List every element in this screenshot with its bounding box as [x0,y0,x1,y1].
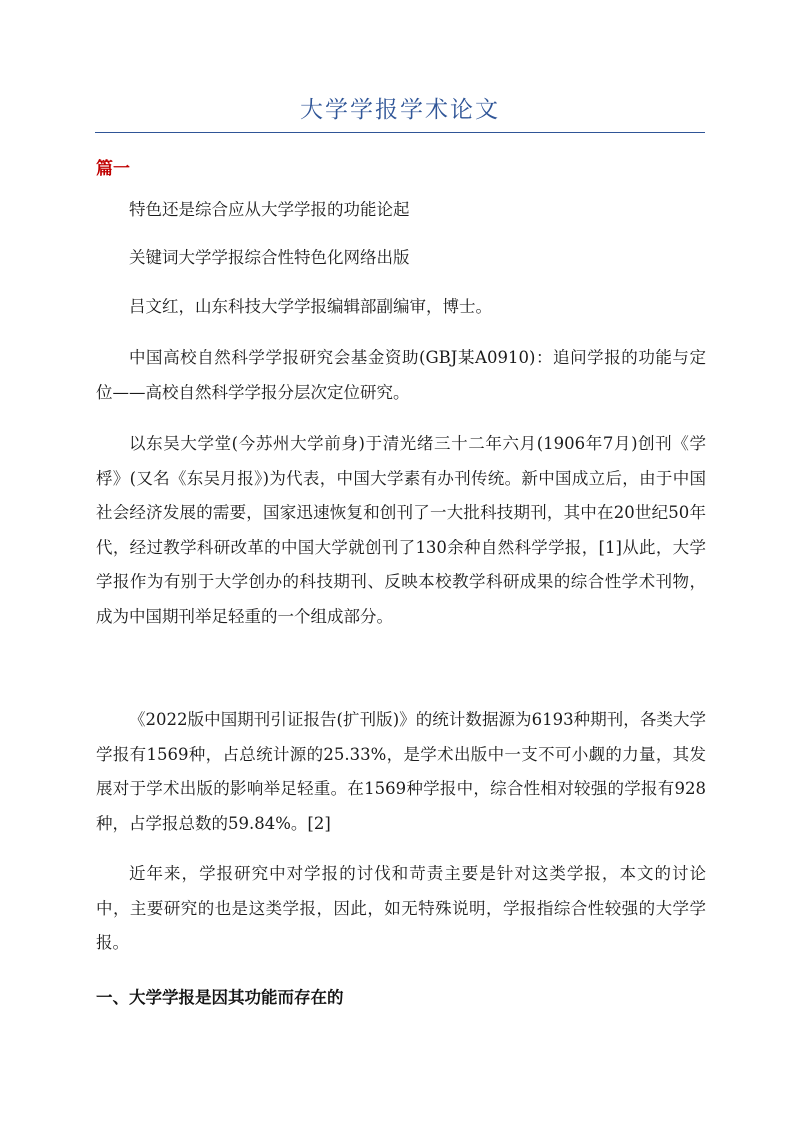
paragraph-funding: 中国高校自然科学学报研究会基金资助(GBJ某A0910)：追问学报的功能与定位——高校自然科学学报分层次定位研究。 [96,348,706,402]
paragraph-author: 吕文红，山东科技大学学报编辑部副编审，博士。 [129,297,492,316]
section-heading: 篇一 [96,159,130,179]
document-title: 大学学报学术论文 [300,97,500,123]
title-divider [95,132,705,133]
paragraph-scope: 近年来，学报研究中对学报的讨伐和苛责主要是针对这类学报，本文的讨论中，主要研究的也是这类学报，因此，如无特殊说明，学报指综合性较强的大学学报。 [96,864,706,952]
chapter-heading: 一、大学学报是因其功能而存在的 [96,988,344,1007]
paragraph-keywords: 关键词大学学报综合性特色化网络出版 [129,248,410,267]
paragraph-statistics: 《2022版中国期刊引证报告(扩刊版)》的统计数据源为6193种期刊，各类大学学报有1569种，占总统计源的25.33%，是学术出版中一支不可小觑的力量，其发展对于学术出版的影响举足轻重。在1569种学报中，综合性相对较强的学报有928种，占学报总数的59.84%。[2] [96,710,706,833]
paragraph-history: 以东吴大学堂(今苏州大学前身)于清光绪三十二年六月(1906年7月)创刊《学桴》(又名《东吴月报》)为代表，中国大学素有办刊传统。新中国成立后，由于中国社会经济发展的需要，国家迅速恢复和创刊了一大批科技期刊，其中在20世纪50年代，经过教学科研改革的中国大学就创刊了130余种自然科学学报，[1]从此，大学学报作为有别于大学创办的科技期刊、反映本校教学科研成果的综合性学术刊物，成为中国期刊举足轻重的一个组成部分。 [96,434,706,626]
paragraph-subtitle: 特色还是综合应从大学学报的功能论起 [129,200,410,219]
